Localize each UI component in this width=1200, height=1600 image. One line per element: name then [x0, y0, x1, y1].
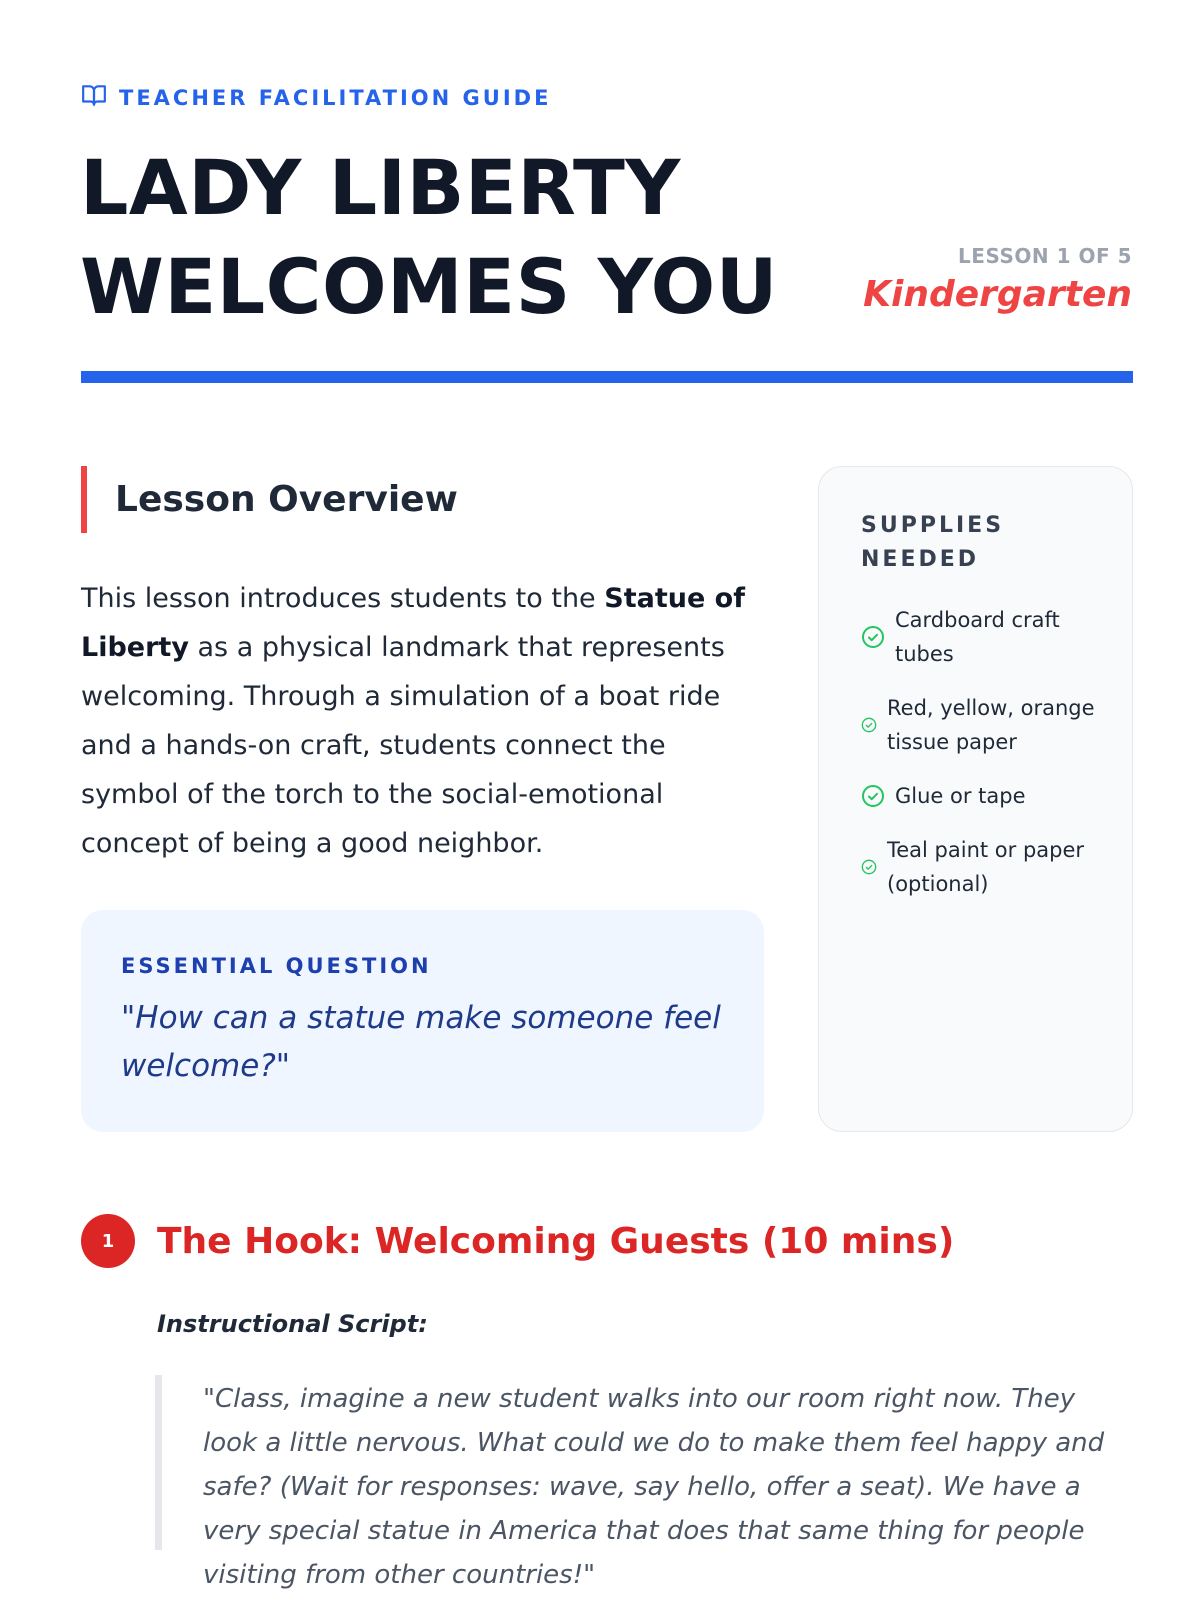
overview-heading	[81, 466, 458, 533]
grade-level: Kindergarten	[863, 274, 1132, 315]
supply-label: Cardboard craft tubes	[895, 608, 1060, 666]
essential-question-label: ESSENTIAL QUESTION	[121, 954, 432, 978]
supplies-title-line-1: SUPPLIES	[861, 513, 1005, 538]
list-item	[861, 603, 1102, 671]
page-title	[80, 138, 778, 336]
supplies-title	[861, 509, 1102, 577]
step-1-header	[81, 1214, 954, 1268]
supplies-card	[818, 466, 1133, 1132]
guide-eyebrow	[81, 82, 551, 113]
supply-label: Glue or tape	[895, 784, 1026, 808]
list-item	[861, 833, 1102, 901]
eyebrow-label: TEACHER FACILITATION GUIDE	[119, 85, 552, 110]
check-circle-icon	[861, 625, 885, 649]
step-title: The Hook: Welcoming Guests (10 mins)	[157, 1220, 955, 1262]
supplies-list	[861, 603, 1102, 901]
supply-label: Red, yellow, orange tissue paper	[887, 696, 1095, 754]
header-divider	[81, 371, 1133, 383]
overview-text-bold: Statue of Liberty	[81, 583, 745, 663]
title-line-2: WELCOMES YOU	[80, 242, 778, 331]
lesson-meta	[863, 244, 1132, 315]
overview-text-start: This lesson introduces students to the	[81, 583, 605, 614]
title-line-1: LADY LIBERTY	[80, 143, 681, 232]
script-quote: "Class, imagine a new student walks into our room right now. They look a little nervous. What could we do to make them feel happy and safe? (Wait for responses: wave, say hello, offer a seat). We have a very special statue in America that does that same thing for people visiting from other countries!"	[155, 1375, 1135, 1550]
overview-paragraph	[81, 574, 761, 868]
script-label: Instructional Script:	[157, 1310, 428, 1338]
supply-label: Teal paint or paper (optional)	[887, 838, 1085, 896]
essential-question-card	[81, 910, 764, 1132]
check-circle-icon	[861, 784, 885, 808]
essential-question-text: "How can a statue make someone feel welcome?"	[121, 1000, 721, 1084]
check-circle-icon	[861, 717, 877, 733]
overview-heading-text: Lesson Overview	[115, 479, 458, 520]
check-circle-icon	[861, 859, 877, 875]
overview-text-end: as a physical landmark that represents welcoming. Through a simulation of a boat ride and a hands-on craft, students connect the symbol of the torch to the social-emotional concept of being a good neighbor.	[81, 632, 725, 859]
list-item	[861, 691, 1102, 759]
list-item	[861, 779, 1102, 813]
book-open-icon	[81, 82, 107, 113]
lesson-number: LESSON 1 OF 5	[958, 244, 1132, 268]
supplies-title-line-2: NEEDED	[861, 547, 980, 572]
step-number-badge: 1	[81, 1214, 135, 1268]
